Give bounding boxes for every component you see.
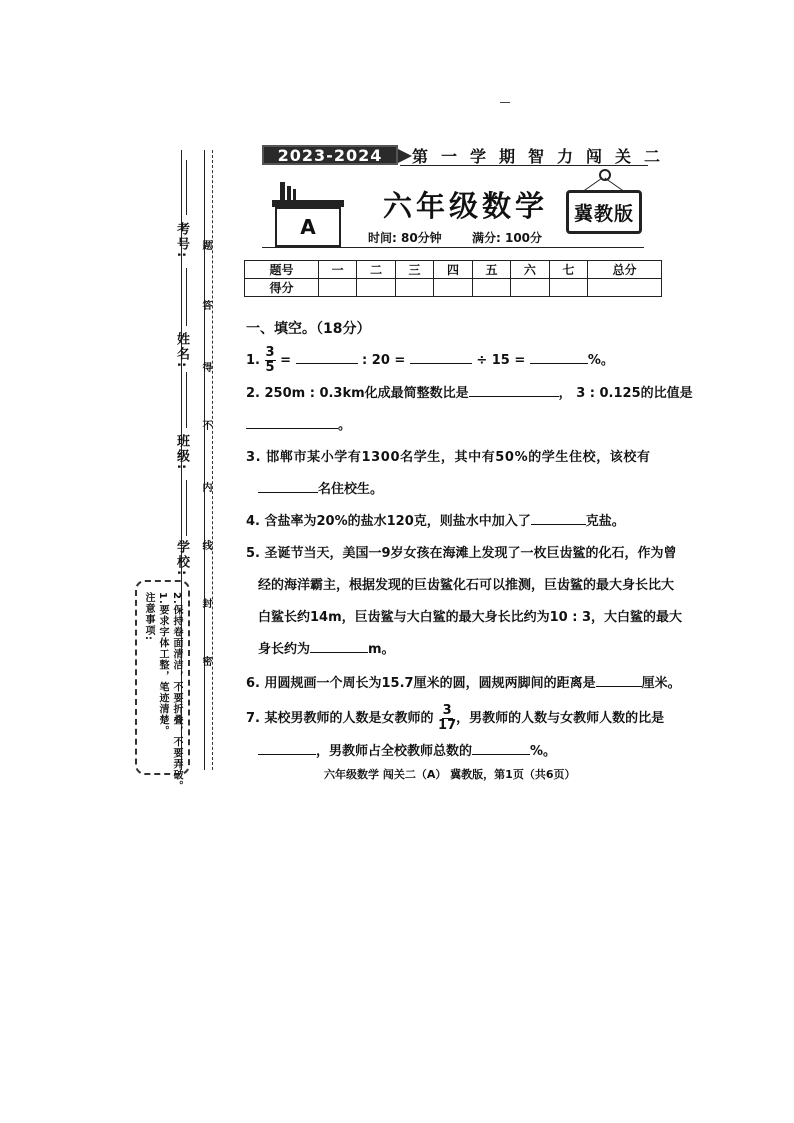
question-1: 1. $\frac{3}{5}$ = : 20 = ÷ 15 = %。 bbox=[246, 345, 614, 375]
question-7-cont: ，男教师占全校教师总数的 %。 bbox=[258, 740, 556, 759]
school-field[interactable] bbox=[186, 480, 187, 536]
answer-blank[interactable] bbox=[296, 351, 358, 364]
seal-char-3: 得 bbox=[200, 362, 211, 374]
notes-box bbox=[135, 580, 190, 792]
answer-blank[interactable] bbox=[246, 416, 338, 429]
question-2-cont: 。 bbox=[246, 414, 351, 433]
desk-icon bbox=[272, 178, 344, 248]
question-5: 5. 圣诞节当天，美国一9岁女孩在海滩上发现了一枚巨齿鲨的化石，作为曾 bbox=[246, 546, 677, 561]
notes-title: 注意事项: bbox=[143, 592, 154, 641]
section-heading: 一、填空。（18分） bbox=[246, 321, 371, 337]
question-6: 6. 用圆规画一个周长为15.7厘米的圆，圆规两脚间的距离是 厘米。 bbox=[246, 676, 681, 691]
name-field[interactable] bbox=[186, 268, 187, 326]
table-header-cell: 一 bbox=[318, 261, 356, 279]
q1-fraction: $\frac{3}{5}$ bbox=[265, 345, 275, 375]
table-row bbox=[245, 261, 662, 279]
answer-blank[interactable] bbox=[531, 512, 586, 525]
question-3: 3. 邯郸市某小学有1300名学生，其中有50%的学生住校，该校有 bbox=[246, 450, 651, 465]
table-header-cell: 五 bbox=[472, 261, 510, 279]
seal-char-6: 线 bbox=[200, 540, 211, 552]
answer-blank[interactable] bbox=[258, 742, 316, 755]
table-header-cell: 总分 bbox=[588, 261, 662, 279]
note-1: 1.要求字体工整，笔迹清楚。 bbox=[157, 592, 168, 737]
exam-no-field[interactable] bbox=[186, 160, 187, 215]
name-label: 姓名: bbox=[174, 332, 189, 370]
class-field[interactable] bbox=[186, 372, 187, 428]
table-header-cell: 四 bbox=[434, 261, 472, 279]
question-4: 4. 含盐率为20%的盐水120克，则盐水中加入了 克盐。 bbox=[246, 514, 625, 529]
answer-blank[interactable] bbox=[258, 480, 318, 493]
question-5-line2: 经的海洋霸主，根据发现的巨齿鲨化石可以推测，巨齿鲨的最大身长比大 bbox=[258, 578, 675, 593]
seal-char-8: 密 bbox=[200, 656, 211, 668]
exam-time: 时间: 80分钟 bbox=[368, 231, 442, 245]
page-footer: 六年级数学 闯关二（A） 冀教版，第1页（共6页） bbox=[324, 768, 576, 781]
edition-sign: 冀教版 bbox=[566, 190, 642, 234]
school-label: 学校: bbox=[174, 540, 189, 578]
year-badge: 2023-2024 bbox=[262, 145, 398, 165]
score-cell[interactable] bbox=[395, 279, 433, 297]
question-7: 7. 某校男教师的人数是女教师的 $\frac{3}{17}$ ，男教师的人数与女教师人数的比是 bbox=[246, 703, 665, 733]
question-3-cont: 名住校生。 bbox=[258, 478, 383, 497]
question-5-line3: 白鲨长约14m，巨齿鲨与大白鲨的最大身长比约为10 : 3，大白鲨的最大 bbox=[258, 610, 683, 625]
table-row bbox=[245, 279, 662, 297]
seal-char-7: 封 bbox=[200, 598, 211, 610]
page-title: 六年级数学 bbox=[383, 189, 549, 223]
score-cell[interactable] bbox=[588, 279, 662, 297]
seal-char-5: 内 bbox=[200, 482, 211, 494]
seal-char-1: 题 bbox=[200, 240, 211, 252]
question-2: 2. 250m : 0.3km化成最简整数比是 ， 3 : 0.125的比值是 bbox=[246, 386, 693, 401]
header-underline bbox=[262, 247, 644, 248]
class-label: 班级: bbox=[174, 434, 189, 472]
subtitle: 第一学期智力闯关二 bbox=[412, 147, 674, 166]
note-2: 2.保持卷面清洁，不要折叠，不要弄破。 bbox=[171, 592, 182, 792]
table-header-cell: 二 bbox=[357, 261, 395, 279]
table-header-cell: 题号 bbox=[245, 261, 319, 279]
score-table bbox=[244, 260, 662, 297]
score-cell[interactable] bbox=[472, 279, 510, 297]
answer-blank[interactable] bbox=[469, 384, 559, 397]
answer-blank[interactable] bbox=[530, 351, 588, 364]
table-header-cell: 六 bbox=[511, 261, 549, 279]
full-score: 满分: 100分 bbox=[472, 231, 543, 245]
score-cell[interactable] bbox=[434, 279, 472, 297]
answer-blank[interactable] bbox=[310, 640, 368, 653]
seal-char-2: 答 bbox=[200, 300, 211, 312]
score-row-label: 得分 bbox=[245, 279, 319, 297]
scan-mark bbox=[500, 102, 510, 103]
answer-blank[interactable] bbox=[410, 351, 472, 364]
score-cell[interactable] bbox=[549, 279, 587, 297]
score-cell[interactable] bbox=[511, 279, 549, 297]
q7-fraction: $\frac{3}{17}$ bbox=[438, 703, 457, 733]
subtitle-underline bbox=[400, 165, 648, 166]
seal-char-4: 不 bbox=[200, 420, 211, 432]
answer-blank[interactable] bbox=[472, 742, 530, 755]
score-cell[interactable] bbox=[318, 279, 356, 297]
q1-number: 1. bbox=[246, 353, 260, 368]
table-header-cell: 三 bbox=[395, 261, 433, 279]
answer-blank[interactable] bbox=[596, 674, 642, 687]
table-header-cell: 七 bbox=[549, 261, 587, 279]
score-cell[interactable] bbox=[357, 279, 395, 297]
question-5-line4: 身长约为 m。 bbox=[258, 642, 395, 657]
exam-no-label: 考号: bbox=[174, 222, 189, 260]
desk-letter: A bbox=[275, 207, 341, 247]
